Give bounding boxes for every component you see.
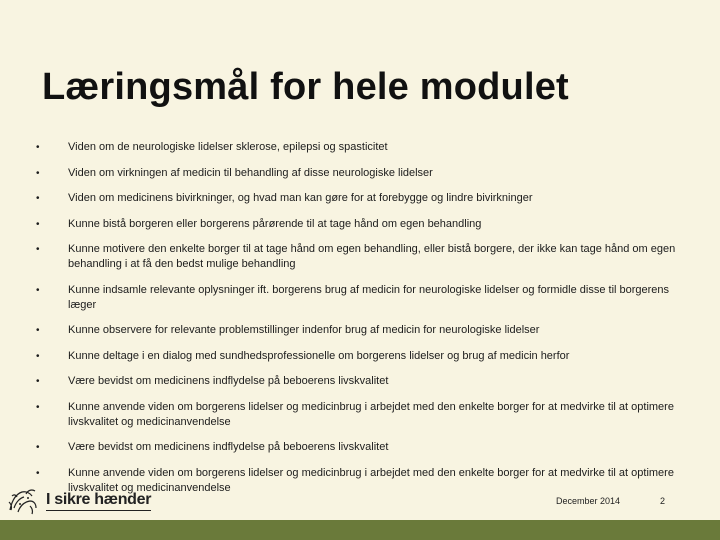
- bullet-item: [36, 166, 696, 181]
- lion-emblem-icon: [6, 486, 40, 516]
- bullet-item: [36, 349, 696, 364]
- logo-text: I sikre hænder: [46, 491, 151, 511]
- bullet-item: [36, 374, 696, 389]
- bullet-text: Kunne anvende viden om borgerens lidelser og medicinbrug i arbejdet med den enkelte borger for at medvirke til at optimere livskvalitet og medicinanvendelse: [68, 466, 674, 494]
- page-number: 2: [660, 496, 666, 506]
- bullet-item: [36, 283, 696, 313]
- bullet-marker: •: [36, 401, 40, 413]
- bullet-text: Kunne motivere den enkelte borger til at tage hånd om egen behandling, eller bistå borgere, der ikke kan tage hånd om egen behandling i at få den bedst mulige behandling: [68, 243, 676, 270]
- bottom-bar: [0, 520, 720, 540]
- bullet-item: [36, 242, 696, 272]
- bullet-text: Kunne anvende viden om borgerens lidelser og medicinbrug i arbejdet med den enkelte borger for at medvirke til at optimere livskvalitet og medicinanvendelse: [68, 400, 674, 428]
- bullet-text: Være bevidst om medicinens indflydelse på beboerens livskvalitet: [68, 375, 389, 387]
- bullet-marker: •: [36, 376, 40, 387]
- bullet-text: Kunne indsamle relevante oplysninger ift. borgerens brug af medicin for neurologiske lidelser og formidle disse til borgerens læger: [68, 283, 670, 311]
- footer-date: December 2014: [556, 496, 621, 506]
- bullet-item: [36, 400, 696, 430]
- bullet-text: Viden om medicinens bivirkninger, og hvad man kan gøre for at forebygge og lindre bivirkninger: [68, 192, 533, 204]
- bullet-marker: •: [36, 284, 40, 296]
- bullet-marker: •: [36, 442, 40, 453]
- bullet-item: [36, 140, 696, 155]
- bullet-marker: •: [36, 167, 40, 179]
- bullet-text: Kunne observere for relevante problemstillinger indenfor brug af medicin for neurologiske lidelser: [68, 324, 540, 336]
- bullet-item: [36, 440, 696, 455]
- bullet-item: [36, 323, 696, 338]
- bullet-text: Viden om virkningen af medicin til behandling af disse neurologiske lidelser: [68, 166, 433, 179]
- bullet-marker: •: [36, 142, 40, 153]
- bullet-text: Være bevidst om medicinens indflydelse på beboerens livskvalitet: [68, 441, 389, 453]
- bullet-marker: •: [36, 193, 40, 204]
- bullet-text: Kunne deltage i en dialog med sundhedsprofessionelle om borgerens lidelser og brug af medicin herfor: [68, 349, 570, 362]
- bullet-item: [36, 217, 696, 232]
- bullet-marker: •: [36, 350, 40, 362]
- bullet-list: [36, 140, 696, 506]
- slide-title: Læringsmål for hele modulet: [42, 66, 569, 108]
- bullet-text: Viden om de neurologiske lidelser sklerose, epilepsi og spasticitet: [68, 141, 388, 153]
- bullet-marker: •: [36, 467, 40, 479]
- bullet-marker: •: [36, 325, 40, 336]
- bullet-marker: •: [36, 244, 40, 255]
- bullet-item: [36, 191, 696, 206]
- bullet-marker: •: [36, 218, 40, 230]
- bullet-text: Kunne bistå borgeren eller borgerens pårørende til at tage hånd om egen behandling: [68, 217, 482, 230]
- logo: [6, 483, 151, 519]
